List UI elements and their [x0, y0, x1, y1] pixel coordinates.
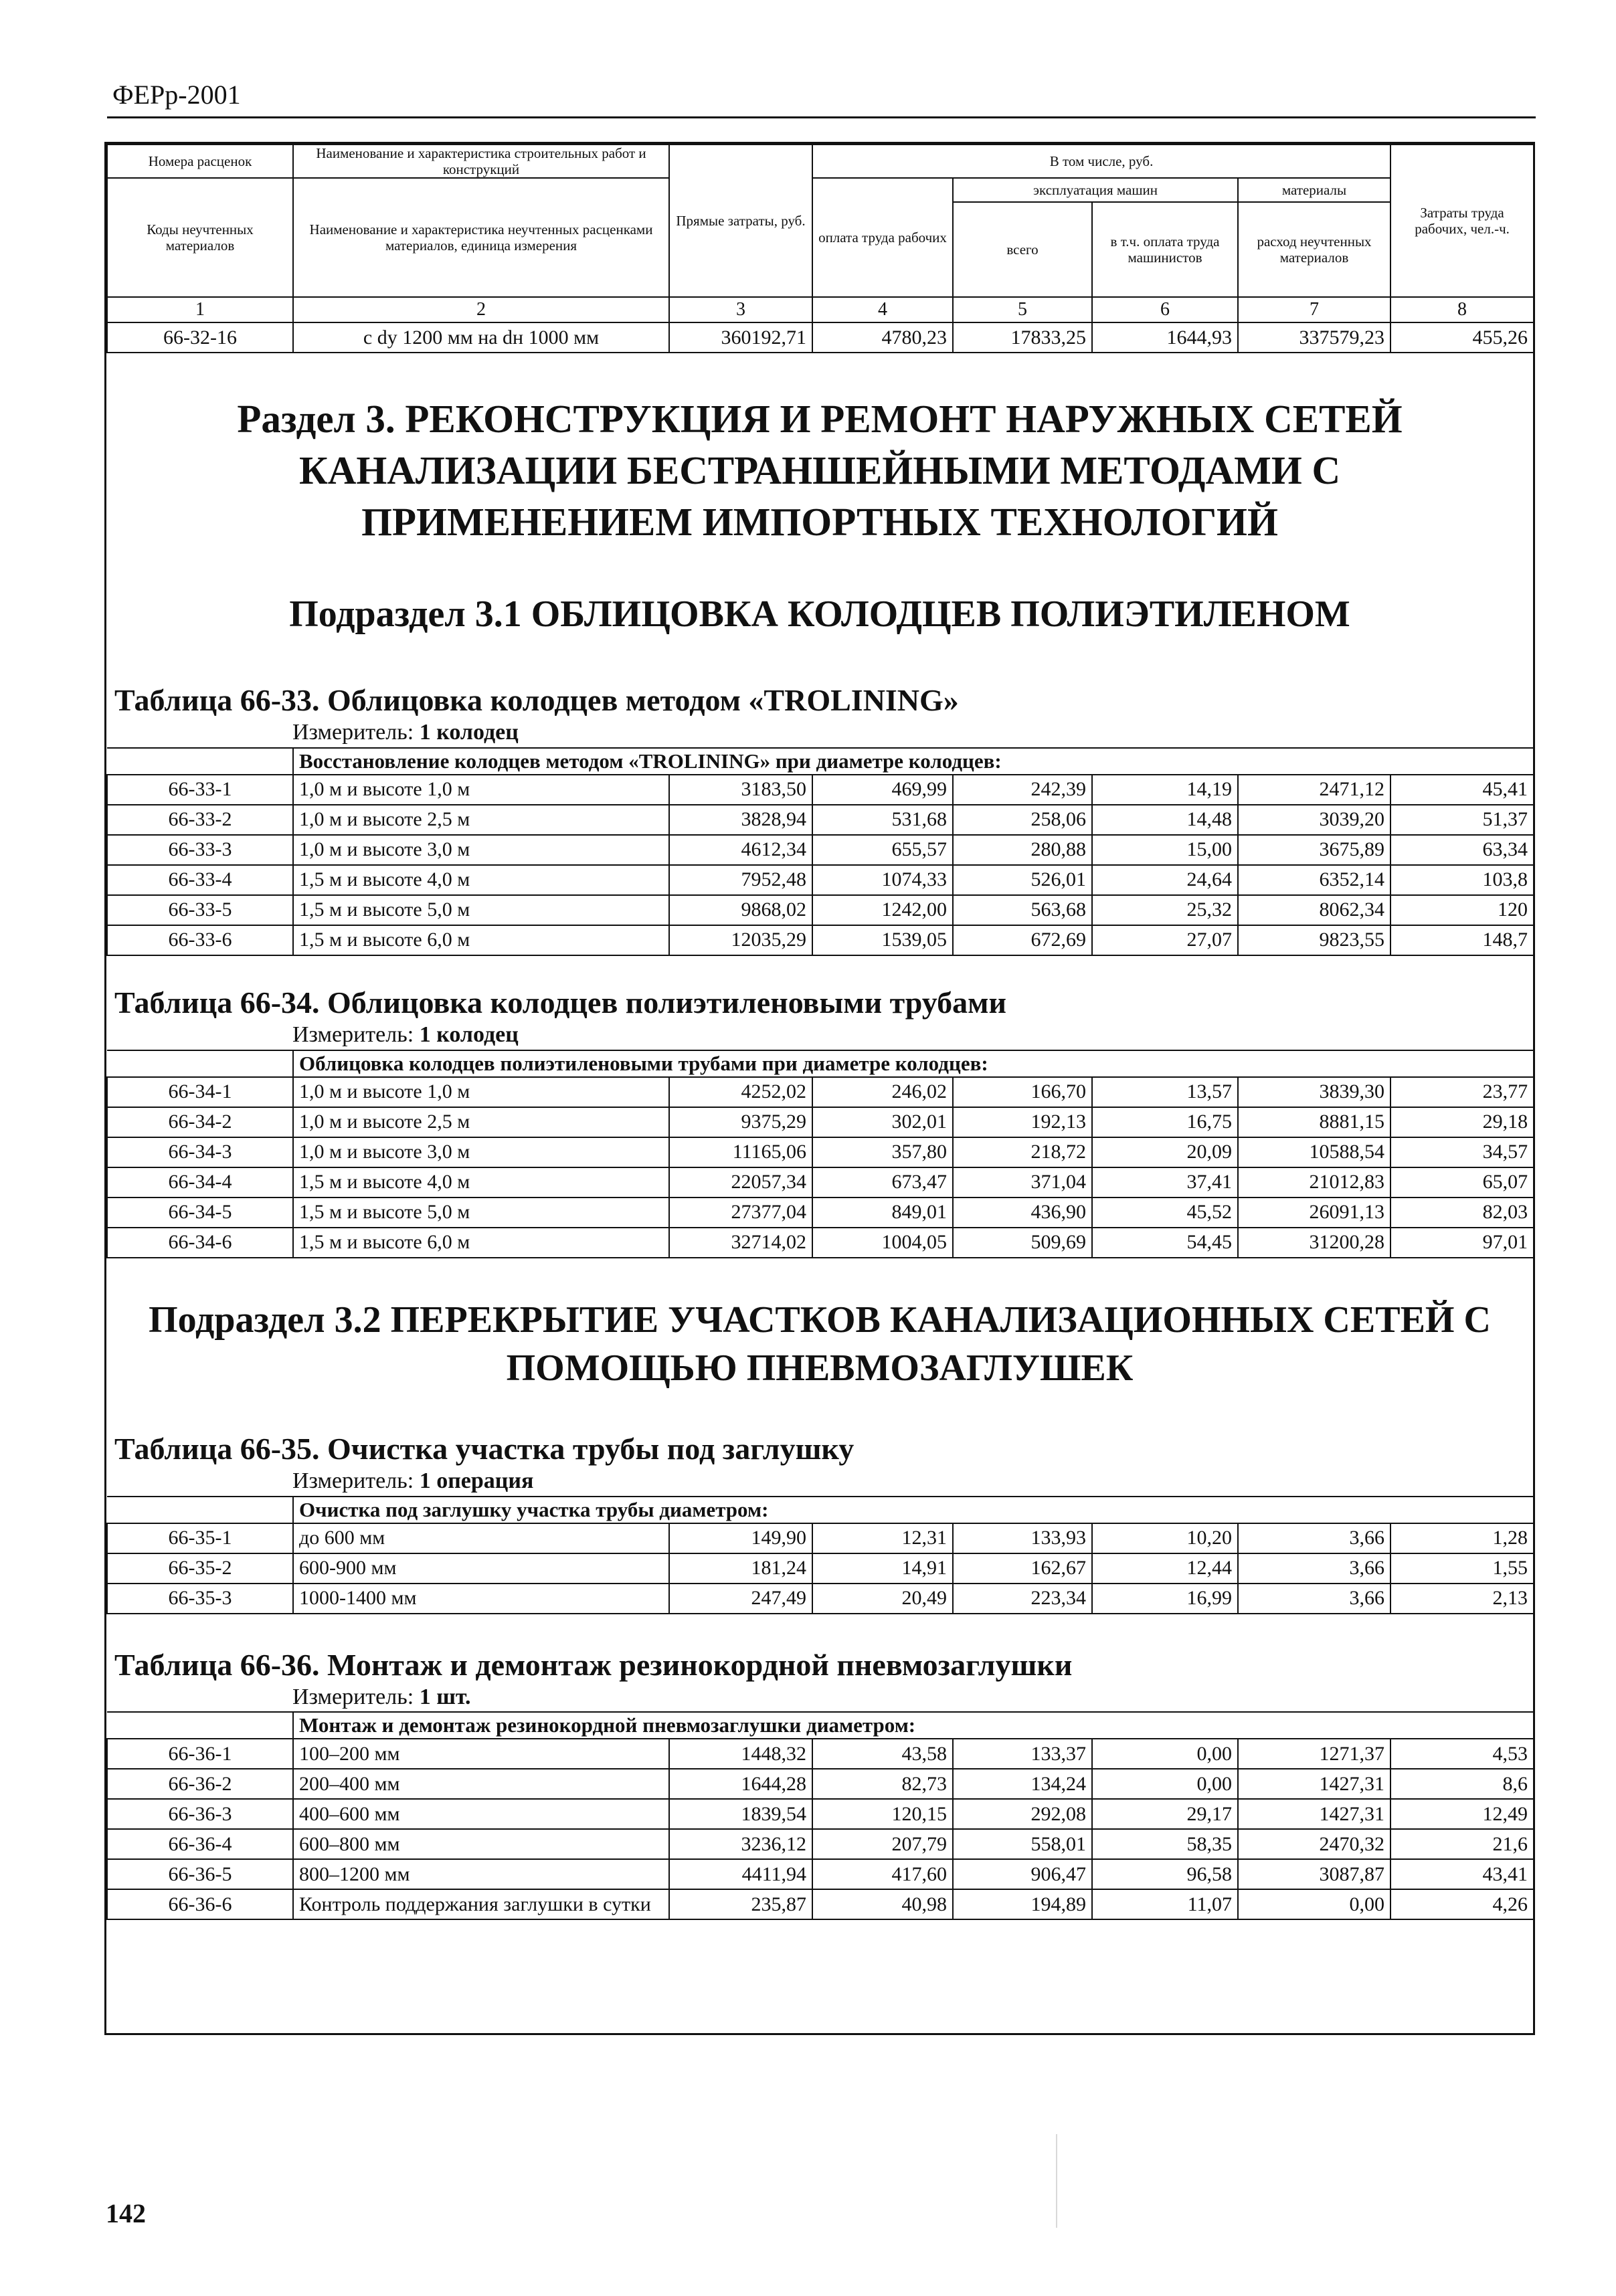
machines-total: 192,13 — [953, 1107, 1092, 1137]
labor-cost: 34,57 — [1390, 1137, 1534, 1167]
labor-pay: 43,58 — [812, 1739, 953, 1769]
col-number: 5 — [953, 297, 1092, 322]
machinists-pay: 0,00 — [1092, 1739, 1238, 1769]
machines-total: 166,70 — [953, 1077, 1092, 1107]
table-row — [107, 1799, 1534, 1829]
materials: 3,66 — [1238, 1523, 1390, 1553]
work-name: 400–600 мм — [293, 1799, 669, 1829]
labor-cost-header: Затраты труда рабочих, чел.-ч. — [1390, 145, 1534, 297]
labor-pay: 207,79 — [812, 1829, 953, 1859]
labor-pay: 246,02 — [812, 1077, 953, 1107]
labor-cost: 1,55 — [1390, 1553, 1534, 1584]
rate-code: 66-34-2 — [107, 1107, 293, 1137]
materials: 10588,54 — [1238, 1137, 1390, 1167]
subsection-title-3-1: Подраздел 3.1 ОБЛИЦОВКА КОЛОДЦЕВ ПОЛИЭТИЛЕНОМ — [289, 593, 1350, 636]
labor-pay: 4780,23 — [812, 322, 953, 353]
machinists-pay: 96,58 — [1092, 1859, 1238, 1889]
materials: 21012,83 — [1238, 1167, 1390, 1198]
machinists-pay: 20,09 — [1092, 1137, 1238, 1167]
work-name: 1,5 м и высоте 5,0 м — [293, 1198, 669, 1228]
machinists-pay: 25,32 — [1092, 895, 1238, 925]
direct-cost: 181,24 — [669, 1553, 812, 1584]
rate-code: 66-33-3 — [107, 835, 293, 865]
labor-cost: 63,34 — [1390, 835, 1534, 865]
table-row — [107, 1077, 1534, 1107]
labor-cost: 4,53 — [1390, 1739, 1534, 1769]
direct-cost: 360192,71 — [669, 322, 812, 353]
subsection-title-3-2: Подраздел 3.2 ПЕРЕКРЫТИЕ УЧАСТКОВ КАНАЛИЗАЦИОННЫХ СЕТЕЙ С ПОМОЩЬЮ ПНЕВМОЗАГЛУШЕК — [149, 1299, 1491, 1390]
materials: 337579,23 — [1238, 322, 1390, 353]
unit-value: 1 колодец — [419, 1022, 519, 1048]
incl-header: В том числе, руб. — [812, 145, 1390, 178]
rate-code: 66-35-1 — [107, 1523, 293, 1553]
labor-cost: 82,03 — [1390, 1198, 1534, 1228]
machines-header: эксплуатация машин — [953, 178, 1238, 202]
labor-pay: 1242,00 — [812, 895, 953, 925]
table-block-66-34 — [106, 984, 1533, 1258]
rate-code: 66-36-1 — [107, 1739, 293, 1769]
materials: 1427,31 — [1238, 1769, 1390, 1799]
unit-value: 1 колодец — [419, 720, 519, 745]
header-rule — [107, 116, 1536, 118]
direct-cost: 4411,94 — [669, 1859, 812, 1889]
materials-header: материалы — [1238, 178, 1390, 202]
machines-total: 194,89 — [953, 1889, 1092, 1919]
machinists-pay: 14,19 — [1092, 775, 1238, 805]
labor-pay: 302,01 — [812, 1107, 953, 1137]
table-row — [107, 805, 1534, 835]
machines-total: 218,72 — [953, 1137, 1092, 1167]
machines-total: 509,69 — [953, 1228, 1092, 1258]
col1-bottom-header: Коды неучтенных материалов — [107, 178, 293, 297]
table-row — [107, 775, 1534, 805]
table-title: Таблица 66-36. Монтаж и демонтаж резинокордной пневмозаглушки — [114, 1647, 1073, 1682]
materials: 3087,87 — [1238, 1859, 1390, 1889]
unit-label: Измеритель: — [292, 1684, 414, 1709]
machinists-pay-header: в т.ч. оплата труда машинистов — [1092, 202, 1238, 297]
direct-cost: 1839,54 — [669, 1799, 812, 1829]
labor-cost: 103,8 — [1390, 865, 1534, 895]
machines-total: 242,39 — [953, 775, 1092, 805]
rate-code: 66-34-4 — [107, 1167, 293, 1198]
work-name: 200–400 мм — [293, 1769, 669, 1799]
labor-pay: 120,15 — [812, 1799, 953, 1829]
labor-cost: 148,7 — [1390, 925, 1534, 955]
labor-cost: 51,37 — [1390, 805, 1534, 835]
table-row — [107, 925, 1534, 955]
table-row — [107, 865, 1534, 895]
materials: 2470,32 — [1238, 1829, 1390, 1859]
machines-total: 280,88 — [953, 835, 1092, 865]
machinists-pay: 12,44 — [1092, 1553, 1238, 1584]
machines-total: 526,01 — [953, 865, 1092, 895]
machinists-pay: 13,57 — [1092, 1077, 1238, 1107]
page-header: ФЕРр-2001 — [112, 80, 241, 110]
labor-pay: 849,01 — [812, 1198, 953, 1228]
data-table — [106, 1050, 1534, 1258]
machines-total: 162,67 — [953, 1553, 1092, 1584]
work-name: 1,5 м и высоте 4,0 м — [293, 1167, 669, 1198]
machines-total: 133,37 — [953, 1739, 1092, 1769]
materials: 26091,13 — [1238, 1198, 1390, 1228]
direct-cost: 3183,50 — [669, 775, 812, 805]
machines-total: 258,06 — [953, 805, 1092, 835]
work-name: 1,5 м и высоте 6,0 м — [293, 1228, 669, 1258]
labor-cost: 120 — [1390, 895, 1534, 925]
machinists-pay: 0,00 — [1092, 1769, 1238, 1799]
rate-code: 66-34-1 — [107, 1077, 293, 1107]
materials: 8881,15 — [1238, 1107, 1390, 1137]
direct-cost: 9375,29 — [669, 1107, 812, 1137]
rate-code: 66-34-6 — [107, 1228, 293, 1258]
work-name: 1,0 м и высоте 1,0 м — [293, 775, 669, 805]
unit-line — [292, 1467, 1533, 1496]
labor-pay: 20,49 — [812, 1584, 953, 1614]
labor-cost: 2,13 — [1390, 1584, 1534, 1614]
work-name: 100–200 мм — [293, 1739, 669, 1769]
direct-cost: 3828,94 — [669, 805, 812, 835]
rate-code: 66-33-5 — [107, 895, 293, 925]
work-name: 1,5 м и высоте 5,0 м — [293, 895, 669, 925]
labor-cost: 21,6 — [1390, 1829, 1534, 1859]
materials: 3,66 — [1238, 1553, 1390, 1584]
labor-cost: 45,41 — [1390, 775, 1534, 805]
labor-pay: 40,98 — [812, 1889, 953, 1919]
labor-pay-header: оплата труда рабочих — [812, 178, 953, 297]
table-caption: Очистка под заглушку участка трубы диаметром: — [293, 1497, 1534, 1523]
labor-pay: 12,31 — [812, 1523, 953, 1553]
labor-cost: 4,26 — [1390, 1889, 1534, 1919]
work-name: 600–800 мм — [293, 1829, 669, 1859]
machines-total: 292,08 — [953, 1799, 1092, 1829]
direct-cost: 9868,02 — [669, 895, 812, 925]
table-row — [107, 895, 1534, 925]
content-frame — [104, 142, 1535, 2035]
materials: 0,00 — [1238, 1889, 1390, 1919]
direct-cost: 4612,34 — [669, 835, 812, 865]
unit-label: Измеритель: — [292, 720, 414, 745]
col2-bottom-header: Наименование и характеристика неучтенных расценками материалов, единица измерения — [293, 178, 669, 297]
unit-label: Измеритель: — [292, 1468, 414, 1494]
machinists-pay: 37,41 — [1092, 1167, 1238, 1198]
labor-pay: 469,99 — [812, 775, 953, 805]
direct-cost: 4252,02 — [669, 1077, 812, 1107]
machines-total: 563,68 — [953, 895, 1092, 925]
direct-cost: 12035,29 — [669, 925, 812, 955]
labor-cost: 1,28 — [1390, 1523, 1534, 1553]
rate-code: 66-35-3 — [107, 1584, 293, 1614]
table-row — [107, 1553, 1534, 1584]
col-number: 7 — [1238, 297, 1390, 322]
col-number: 4 — [812, 297, 953, 322]
table-block-66-36 — [106, 1646, 1533, 1921]
col2-top-header: Наименование и характеристика строительных работ и конструкций — [293, 145, 669, 178]
table-row — [107, 1829, 1534, 1859]
work-name: Контроль поддержания заглушки в сутки — [293, 1889, 669, 1919]
materials: 3675,89 — [1238, 835, 1390, 865]
direct-cost: 11165,06 — [669, 1137, 812, 1167]
rate-code: 66-36-2 — [107, 1769, 293, 1799]
table-block-66-33 — [106, 682, 1533, 956]
table-caption: Восстановление колодцев методом «TROLINING» при диаметре колодцев: — [293, 748, 1534, 775]
table-caption: Облицовка колодцев полиэтиленовыми трубами при диаметре колодцев: — [293, 1050, 1534, 1077]
rate-code: 66-33-1 — [107, 775, 293, 805]
direct-cost: 235,87 — [669, 1889, 812, 1919]
machinists-pay: 16,75 — [1092, 1107, 1238, 1137]
machinists-pay: 29,17 — [1092, 1799, 1238, 1829]
machinists-pay: 16,99 — [1092, 1584, 1238, 1614]
rate-code: 66-34-3 — [107, 1137, 293, 1167]
machines-total: 223,34 — [953, 1584, 1092, 1614]
machines-total: 672,69 — [953, 925, 1092, 955]
labor-cost: 97,01 — [1390, 1228, 1534, 1258]
materials: 1427,31 — [1238, 1799, 1390, 1829]
direct-cost: 247,49 — [669, 1584, 812, 1614]
col-number: 2 — [293, 297, 669, 322]
rate-code: 66-36-6 — [107, 1889, 293, 1919]
data-table — [106, 1496, 1534, 1614]
table-row — [107, 1584, 1534, 1614]
data-table — [106, 1711, 1534, 1920]
table-row — [107, 1523, 1534, 1553]
machines-total-header: всего — [953, 202, 1092, 297]
rate-code: 66-33-4 — [107, 865, 293, 895]
work-name: 600-900 мм — [293, 1553, 669, 1584]
rate-code: 66-33-6 — [107, 925, 293, 955]
table-row — [107, 1889, 1534, 1919]
rate-code: 66-36-3 — [107, 1799, 293, 1829]
machinists-pay: 45,52 — [1092, 1198, 1238, 1228]
labor-cost: 23,77 — [1390, 1077, 1534, 1107]
machinists-pay: 24,64 — [1092, 865, 1238, 895]
rate-code: 66-36-5 — [107, 1859, 293, 1889]
machinists-pay: 58,35 — [1092, 1829, 1238, 1859]
page-number: 142 — [106, 2198, 146, 2228]
work-name: 1,5 м и высоте 4,0 м — [293, 865, 669, 895]
table-row — [107, 1859, 1534, 1889]
work-name: 1,0 м и высоте 2,5 м — [293, 805, 669, 835]
rate-code: 66-36-4 — [107, 1829, 293, 1859]
labor-cost: 12,49 — [1390, 1799, 1534, 1829]
table-row — [107, 1228, 1534, 1258]
direct-cost: 32714,02 — [669, 1228, 812, 1258]
direct-cost: 1448,32 — [669, 1739, 812, 1769]
unit-value: 1 шт. — [419, 1684, 471, 1709]
rate-code: 66-34-5 — [107, 1198, 293, 1228]
table-row — [107, 1137, 1534, 1167]
unit-line — [292, 719, 1533, 747]
labor-pay: 1004,05 — [812, 1228, 953, 1258]
work-name: 1,0 м и высоте 3,0 м — [293, 1137, 669, 1167]
labor-cost: 43,41 — [1390, 1859, 1534, 1889]
column-header-table — [106, 144, 1534, 353]
table-row — [107, 1107, 1534, 1137]
table-row — [107, 1739, 1534, 1769]
scan-artifact-line — [1056, 2134, 1057, 2228]
table-row — [107, 1167, 1534, 1198]
work-name: 1000-1400 мм — [293, 1584, 669, 1614]
materials-use-header: расход неучтенных материалов — [1238, 202, 1390, 297]
direct-cost: 22057,34 — [669, 1167, 812, 1198]
col-number: 3 — [669, 297, 812, 322]
direct-cost: 149,90 — [669, 1523, 812, 1553]
machines-total: 436,90 — [953, 1198, 1092, 1228]
materials: 3039,20 — [1238, 805, 1390, 835]
labor-pay: 1539,05 — [812, 925, 953, 955]
work-name: 1,0 м и высоте 1,0 м — [293, 1077, 669, 1107]
col-number: 8 — [1390, 297, 1534, 322]
machines-total: 906,47 — [953, 1859, 1092, 1889]
table-title: Таблица 66-35. Очистка участка трубы под заглушку — [114, 1432, 855, 1466]
labor-pay: 14,91 — [812, 1553, 953, 1584]
machinists-pay: 27,07 — [1092, 925, 1238, 955]
table-title: Таблица 66-34. Облицовка колодцев полиэтиленовыми трубами — [114, 985, 1007, 1020]
machinists-pay: 54,45 — [1092, 1228, 1238, 1258]
data-table — [106, 747, 1534, 956]
materials: 3839,30 — [1238, 1077, 1390, 1107]
col1-top-header: Номера расценок — [107, 145, 293, 178]
materials: 8062,34 — [1238, 895, 1390, 925]
rate-code: 66-32-16 — [107, 322, 293, 353]
machinists-pay: 14,48 — [1092, 805, 1238, 835]
materials: 31200,28 — [1238, 1228, 1390, 1258]
unit-line — [292, 1021, 1533, 1050]
labor-cost: 29,18 — [1390, 1107, 1534, 1137]
table-row — [107, 1198, 1534, 1228]
work-name: с dу 1200 мм на dн 1000 мм — [293, 322, 669, 353]
labor-pay: 82,73 — [812, 1769, 953, 1799]
materials: 3,66 — [1238, 1584, 1390, 1614]
materials: 6352,14 — [1238, 865, 1390, 895]
direct-costs-header: Прямые затраты, руб. — [669, 145, 812, 297]
rate-code: 66-35-2 — [107, 1553, 293, 1584]
machinists-pay: 1644,93 — [1092, 322, 1238, 353]
table-title: Таблица 66-33. Облицовка колодцев методом «TROLINING» — [114, 683, 959, 718]
table-caption: Монтаж и демонтаж резинокордной пневмозаглушки диаметром: — [293, 1712, 1534, 1739]
table-row — [107, 1769, 1534, 1799]
unit-line — [292, 1683, 1533, 1712]
materials: 2471,12 — [1238, 775, 1390, 805]
labor-cost: 8,6 — [1390, 1769, 1534, 1799]
direct-cost: 27377,04 — [669, 1198, 812, 1228]
labor-cost: 455,26 — [1390, 322, 1534, 353]
machinists-pay: 11,07 — [1092, 1889, 1238, 1919]
col-number: 1 — [107, 297, 293, 322]
unit-value: 1 операция — [419, 1468, 534, 1494]
machines-total: 371,04 — [953, 1167, 1092, 1198]
labor-pay: 1074,33 — [812, 865, 953, 895]
machines-total: 133,93 — [953, 1523, 1092, 1553]
direct-cost: 1644,28 — [669, 1769, 812, 1799]
work-name: 1,5 м и высоте 6,0 м — [293, 925, 669, 955]
rate-code: 66-33-2 — [107, 805, 293, 835]
work-name: 1,0 м и высоте 2,5 м — [293, 1107, 669, 1137]
direct-cost: 3236,12 — [669, 1829, 812, 1859]
work-name: 800–1200 мм — [293, 1859, 669, 1889]
labor-pay: 655,57 — [812, 835, 953, 865]
labor-pay: 417,60 — [812, 1859, 953, 1889]
machines-total: 17833,25 — [953, 322, 1092, 353]
direct-cost: 7952,48 — [669, 865, 812, 895]
labor-pay: 531,68 — [812, 805, 953, 835]
machinists-pay: 15,00 — [1092, 835, 1238, 865]
work-name: до 600 мм — [293, 1523, 669, 1553]
machines-total: 134,24 — [953, 1769, 1092, 1799]
materials: 9823,55 — [1238, 925, 1390, 955]
labor-pay: 357,80 — [812, 1137, 953, 1167]
table-row — [107, 835, 1534, 865]
machinists-pay: 10,20 — [1092, 1523, 1238, 1553]
table-block-66-35 — [106, 1430, 1533, 1614]
col-number: 6 — [1092, 297, 1238, 322]
machines-total: 558,01 — [953, 1829, 1092, 1859]
labor-pay: 673,47 — [812, 1167, 953, 1198]
section-title: Раздел 3. РЕКОНСТРУКЦИЯ И РЕМОНТ НАРУЖНЫХ СЕТЕЙ КАНАЛИЗАЦИИ БЕСТРАНШЕЙНЫМИ МЕТОДАМИ С ПРИМЕНЕНИЕМ ИМПОРТНЫХ ТЕХНОЛОГИЙ — [237, 397, 1403, 544]
work-name: 1,0 м и высоте 3,0 м — [293, 835, 669, 865]
unit-label: Измеритель: — [292, 1022, 414, 1048]
labor-cost: 65,07 — [1390, 1167, 1534, 1198]
materials: 1271,37 — [1238, 1739, 1390, 1769]
